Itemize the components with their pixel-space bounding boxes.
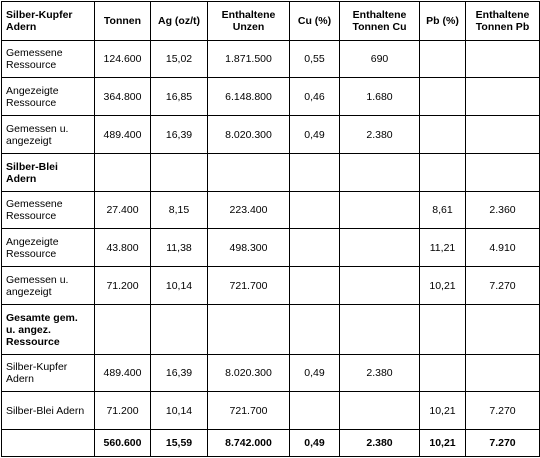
total-tonnen-cu: 2.380 xyxy=(340,430,420,457)
cell-tonnen: 364.800 xyxy=(95,78,151,116)
cell-ag xyxy=(151,305,208,355)
cell-tonnen-pb xyxy=(466,41,540,78)
cell-tonnen: 489.400 xyxy=(95,116,151,154)
cell-tonnen-pb xyxy=(466,305,540,355)
cell-tonnen: 489.400 xyxy=(95,355,151,392)
row-label: Gemessene Ressource xyxy=(2,192,95,229)
cell-pb: 10,21 xyxy=(420,267,466,305)
cell-pb xyxy=(420,116,466,154)
cell-tonnen xyxy=(95,154,151,192)
cell-ag: 11,38 xyxy=(151,229,208,267)
cell-ag: 8,15 xyxy=(151,192,208,229)
total-unzen: 8.742.000 xyxy=(208,430,290,457)
cell-tonnen-pb: 7.270 xyxy=(466,392,540,430)
section-label: Silber-Blei Adern xyxy=(2,154,95,192)
cell-pb: 11,21 xyxy=(420,229,466,267)
cell-tonnen-pb: 2.360 xyxy=(466,192,540,229)
cell-unzen: 8.020.300 xyxy=(208,116,290,154)
row-label: Angezeigte Ressource xyxy=(2,78,95,116)
cell-unzen: 8.020.300 xyxy=(208,355,290,392)
cell-tonnen-pb xyxy=(466,154,540,192)
header-tonnen-pb: Enthaltene Tonnen Pb xyxy=(466,2,540,41)
cell-tonnen-pb xyxy=(466,116,540,154)
cell-tonnen-cu: 2.380 xyxy=(340,355,420,392)
row-label: Gemessen u. angezeigt xyxy=(2,116,95,154)
cell-unzen: 223.400 xyxy=(208,192,290,229)
total-row xyxy=(2,430,540,457)
cell-tonnen-pb: 4.910 xyxy=(466,229,540,267)
cell-pb xyxy=(420,154,466,192)
cell-pb xyxy=(420,355,466,392)
table-header-row xyxy=(2,2,540,41)
total-label xyxy=(2,430,95,457)
section-label: Gesamte gem. u. angez. Ressource xyxy=(2,305,95,355)
cell-tonnen xyxy=(95,305,151,355)
row-label: Silber-Blei Adern xyxy=(2,392,95,430)
cell-tonnen-pb: 7.270 xyxy=(466,267,540,305)
cell-pb xyxy=(420,305,466,355)
cell-cu xyxy=(290,229,340,267)
cell-unzen: 498.300 xyxy=(208,229,290,267)
cell-cu: 0,49 xyxy=(290,355,340,392)
cell-tonnen-cu xyxy=(340,267,420,305)
cell-pb: 8,61 xyxy=(420,192,466,229)
row-label: Gemessene Ressource xyxy=(2,41,95,78)
cell-unzen xyxy=(208,305,290,355)
cell-tonnen-cu xyxy=(340,154,420,192)
total-ag: 15,59 xyxy=(151,430,208,457)
table-row xyxy=(2,392,540,430)
cell-tonnen: 71.200 xyxy=(95,392,151,430)
cell-tonnen-cu: 2.380 xyxy=(340,116,420,154)
table-row xyxy=(2,229,540,267)
cell-tonnen-cu: 690 xyxy=(340,41,420,78)
cell-tonnen-cu xyxy=(340,192,420,229)
table-row xyxy=(2,116,540,154)
cell-cu: 0,55 xyxy=(290,41,340,78)
cell-ag: 16,39 xyxy=(151,355,208,392)
header-category: Silber-Kupfer Adern xyxy=(2,2,95,41)
cell-unzen: 6.148.800 xyxy=(208,78,290,116)
cell-cu xyxy=(290,267,340,305)
cell-ag: 10,14 xyxy=(151,392,208,430)
cell-unzen: 721.700 xyxy=(208,267,290,305)
cell-ag: 15,02 xyxy=(151,41,208,78)
section-row xyxy=(2,154,540,192)
cell-unzen xyxy=(208,154,290,192)
table-row xyxy=(2,41,540,78)
cell-cu xyxy=(290,192,340,229)
table-row xyxy=(2,355,540,392)
cell-tonnen-cu xyxy=(340,305,420,355)
cell-tonnen-cu: 1.680 xyxy=(340,78,420,116)
total-pb: 10,21 xyxy=(420,430,466,457)
header-tonnen: Tonnen xyxy=(95,2,151,41)
cell-cu: 0,46 xyxy=(290,78,340,116)
cell-tonnen-pb xyxy=(466,355,540,392)
row-label: Silber-Kupfer Adern xyxy=(2,355,95,392)
header-ag: Ag (oz/t) xyxy=(151,2,208,41)
table-row xyxy=(2,78,540,116)
cell-unzen: 721.700 xyxy=(208,392,290,430)
total-tonnen: 560.600 xyxy=(95,430,151,457)
cell-cu xyxy=(290,154,340,192)
cell-tonnen: 124.600 xyxy=(95,41,151,78)
cell-ag: 16,39 xyxy=(151,116,208,154)
resource-table xyxy=(1,1,540,457)
cell-unzen: 1.871.500 xyxy=(208,41,290,78)
cell-cu: 0,49 xyxy=(290,116,340,154)
header-cu: Cu (%) xyxy=(290,2,340,41)
cell-pb xyxy=(420,41,466,78)
cell-pb: 10,21 xyxy=(420,392,466,430)
header-tonnen-cu: Enthaltene Tonnen Cu xyxy=(340,2,420,41)
row-label: Angezeigte Ressource xyxy=(2,229,95,267)
cell-tonnen: 43.800 xyxy=(95,229,151,267)
cell-pb xyxy=(420,78,466,116)
header-pb: Pb (%) xyxy=(420,2,466,41)
section-row xyxy=(2,305,540,355)
cell-tonnen-pb xyxy=(466,78,540,116)
cell-cu xyxy=(290,305,340,355)
cell-tonnen: 27.400 xyxy=(95,192,151,229)
cell-tonnen-cu xyxy=(340,392,420,430)
cell-ag xyxy=(151,154,208,192)
table-row xyxy=(2,267,540,305)
cell-tonnen-cu xyxy=(340,229,420,267)
cell-ag: 10,14 xyxy=(151,267,208,305)
total-tonnen-pb: 7.270 xyxy=(466,430,540,457)
cell-cu xyxy=(290,392,340,430)
total-cu: 0,49 xyxy=(290,430,340,457)
cell-ag: 16,85 xyxy=(151,78,208,116)
cell-tonnen: 71.200 xyxy=(95,267,151,305)
header-unzen: Enthaltene Unzen xyxy=(208,2,290,41)
table-row xyxy=(2,192,540,229)
row-label: Gemessen u. angezeigt xyxy=(2,267,95,305)
